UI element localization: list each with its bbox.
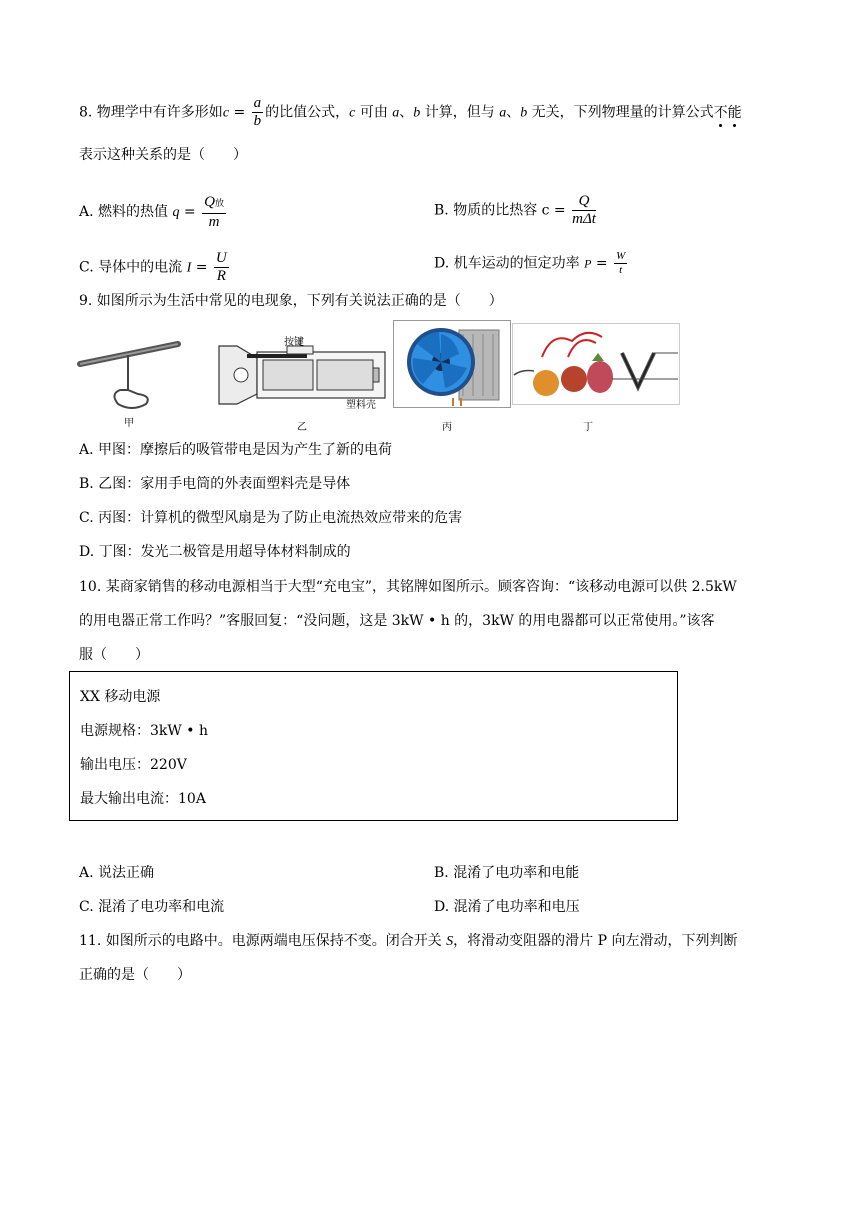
label-key: 按键 bbox=[284, 337, 304, 348]
caption-ding: 丁 bbox=[583, 422, 593, 433]
figure-bing-fan bbox=[393, 320, 511, 408]
q8-stem: 8. 物理学中有许多形如c = $\frac{a}{b}$ 的比值公式，c 可由 a、b 计算，但与 a、b 无关，下列物理量的计算公式不能 bbox=[79, 95, 742, 129]
q9-option-b[interactable]: B. 乙图：家用手电筒的外表面塑料壳是导体 bbox=[79, 476, 351, 492]
q8-option-a[interactable]: A. 燃料的热值 q = $\frac{\text{Q放}}{m}$ bbox=[79, 194, 224, 230]
q11-stem-line1: 11. 如图所示的电路中。电源两端电压保持不变。闭合开关 S，将滑动变阻器的滑片 P 向左滑动，下列判断 bbox=[79, 933, 738, 949]
q8-stem-line2: 表示这种关系的是（ ） bbox=[79, 147, 247, 163]
nameplate-box bbox=[69, 671, 678, 821]
q9-option-d[interactable]: D. 丁图：发光二极管是用超导体材料制成的 bbox=[79, 544, 351, 560]
q8-option-b[interactable]: B. 物质的比热容 c = $\frac{Q}{\text{mΔt}}$ bbox=[434, 193, 596, 227]
q10-option-a[interactable]: A. 说法正确 bbox=[79, 865, 155, 881]
q10-stem-line1: 10. 某商家销售的移动电源相当于大型“充电宝”，其铭牌如图所示。顾客咨询：“该移动电源可以供 2.5kW bbox=[79, 579, 737, 595]
q10-option-c[interactable]: C. 混淆了电功率和电流 bbox=[79, 899, 225, 915]
q9-option-a[interactable]: A. 甲图：摩擦后的吸管带电是因为产生了新的电荷 bbox=[79, 442, 393, 458]
nameplate-current: 最大输出电流：10A bbox=[80, 791, 206, 807]
caption-bing: 丙 bbox=[442, 422, 452, 433]
label-shell: 塑料壳 bbox=[346, 400, 376, 411]
figure-jia-straw bbox=[76, 332, 184, 412]
figure-ding-fruit-battery bbox=[512, 323, 680, 405]
caption-jia: 甲 bbox=[124, 418, 134, 429]
q10-option-b[interactable]: B. 混淆了电功率和电能 bbox=[434, 865, 580, 881]
q9-option-c[interactable]: C. 丙图：计算机的微型风扇是为了防止电流热效应带来的危害 bbox=[79, 510, 463, 526]
q10-stem-line2: 的用电器正常工作吗？”客服回复：“没问题，这是 3kW • h 的，3kW 的用电器都可以正常使用。”该客 bbox=[79, 613, 715, 629]
q10-option-d[interactable]: D. 混淆了电功率和电压 bbox=[434, 899, 580, 915]
q9-stem: 9. 如图所示为生活中常见的电现象，下列有关说法正确的是（ ） bbox=[79, 293, 503, 309]
nameplate-spec: 电源规格：3kW • h bbox=[80, 723, 208, 739]
q8-option-d[interactable]: D. 机车运动的恒定功率 P = $\frac{W}{t}$ bbox=[434, 250, 626, 276]
q8-fraction: $\frac{a}{b}$ bbox=[253, 95, 262, 129]
q8-option-c[interactable]: C. 导体中的电流 I = $\frac{U}{R}$ bbox=[79, 250, 227, 284]
q11-stem-line2: 正确的是（ ） bbox=[79, 967, 191, 983]
caption-yi: 乙 bbox=[297, 422, 307, 433]
nameplate-voltage: 输出电压：220V bbox=[80, 757, 187, 773]
nameplate-title: XX 移动电源 bbox=[80, 689, 161, 705]
q10-stem-line3: 服（ ） bbox=[79, 647, 149, 663]
